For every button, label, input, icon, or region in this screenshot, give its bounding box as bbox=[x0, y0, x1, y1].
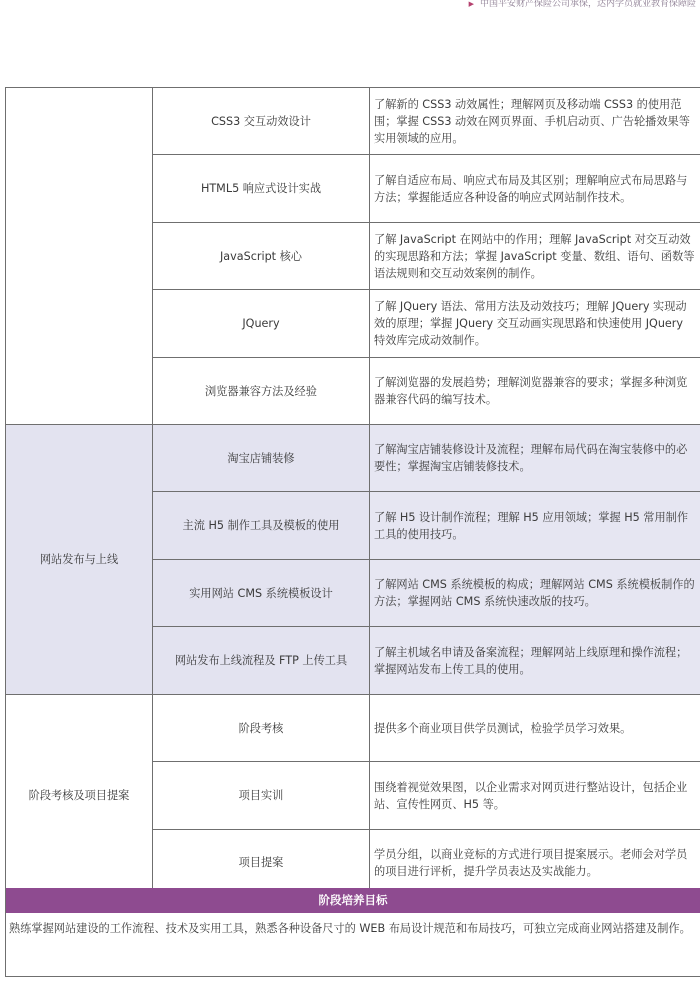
module-cell: 阶段考核及项目提案 bbox=[6, 695, 153, 896]
topic-cell: 项目提案 bbox=[153, 830, 370, 896]
module-cell-previous bbox=[6, 88, 153, 425]
goal-description: 熟练掌握网站建设的工作流程、技术及实用工具，熟悉各种设备尺寸的 WEB 布局设计规范和布局技巧，可独立完成商业网站搭建及制作。 bbox=[5, 913, 700, 977]
table-row bbox=[6, 425, 700, 492]
topic-cell: 网站发布上线流程及 FTP 上传工具 bbox=[153, 627, 370, 695]
header-banner bbox=[0, 0, 700, 14]
description-cell: 了解网站 CMS 系统模板的构成；理解网站 CMS 系统模板制作的方法；掌握网站 CMS 系统快速改版的技巧。 bbox=[370, 560, 700, 627]
topic-cell: JQuery bbox=[153, 290, 370, 358]
description-cell: 了解 JavaScript 在网站中的作用；理解 JavaScript 对交互动效的实现思路和方法；掌握 JavaScript 变量、数组、语句、函数等语法规则和交互动效案例的制作。 bbox=[370, 223, 700, 290]
description-cell: 了解淘宝店铺装修设计及流程；理解布局代码在淘宝装修中的必要性；掌握淘宝店铺装修技术。 bbox=[370, 425, 700, 492]
topic-cell: CSS3 交互动效设计 bbox=[153, 88, 370, 155]
description-cell: 了解 H5 设计制作流程；理解 H5 应用领域；掌握 H5 常用制作工具的使用技巧。 bbox=[370, 492, 700, 560]
description-cell: 提供多个商业项目供学员测试，检验学员学习效果。 bbox=[370, 695, 700, 762]
module-cell: 网站发布与上线 bbox=[6, 425, 153, 695]
topic-cell: 项目实训 bbox=[153, 762, 370, 830]
description-cell: 了解浏览器的发展趋势；理解浏览器兼容的要求；掌握多种浏览器兼容代码的编写技术。 bbox=[370, 358, 700, 425]
topic-cell: 阶段考核 bbox=[153, 695, 370, 762]
banner-text: 中国平安财产保险公司承保，达内学员就业教育保障险 bbox=[479, 0, 696, 9]
topic-cell: 实用网站 CMS 系统模板设计 bbox=[153, 560, 370, 627]
topic-cell: 浏览器兼容方法及经验 bbox=[153, 358, 370, 425]
topic-cell: JavaScript 核心 bbox=[153, 223, 370, 290]
topic-cell: 主流 H5 制作工具及模板的使用 bbox=[153, 492, 370, 560]
description-cell: 了解新的 CSS3 动效属性；理解网页及移动端 CSS3 的使用范围；掌握 CSS3 动效在网页界面、手机启动页、广告轮播效果等实用领域的应用。 bbox=[370, 88, 700, 155]
description-cell: 了解自适应布局、响应式布局及其区别；理解响应式布局思路与方法；掌握能适应各种设备的响应式网站制作技术。 bbox=[370, 155, 700, 223]
table-row bbox=[6, 695, 700, 762]
description-cell: 学员分组，以商业竞标的方式进行项目提案展示。老师会对学员的项目进行评析，提升学员表达及实战能力。 bbox=[370, 830, 700, 896]
description-cell: 了解 JQuery 语法、常用方法及动效技巧；理解 JQuery 实现动效的原理；掌握 JQuery 交互动画实现思路和快速使用 JQuery 特效库完成动效制作。 bbox=[370, 290, 700, 358]
description-cell: 了解主机域名申请及备案流程；理解网站上线原理和操作流程；掌握网站发布上传工具的使用。 bbox=[370, 627, 700, 695]
description-cell: 围绕着视觉效果图，以企业需求对网页进行整站设计，包括企业站、宣传性网页、H5 等。 bbox=[370, 762, 700, 830]
topic-cell: HTML5 响应式设计实战 bbox=[153, 155, 370, 223]
curriculum-table bbox=[5, 87, 700, 896]
table-row bbox=[6, 88, 700, 155]
goal-header: 阶段培养目标 bbox=[5, 888, 700, 913]
triangle-bullet-icon: ▶ bbox=[468, 0, 474, 8]
topic-cell: 淘宝店铺装修 bbox=[153, 425, 370, 492]
